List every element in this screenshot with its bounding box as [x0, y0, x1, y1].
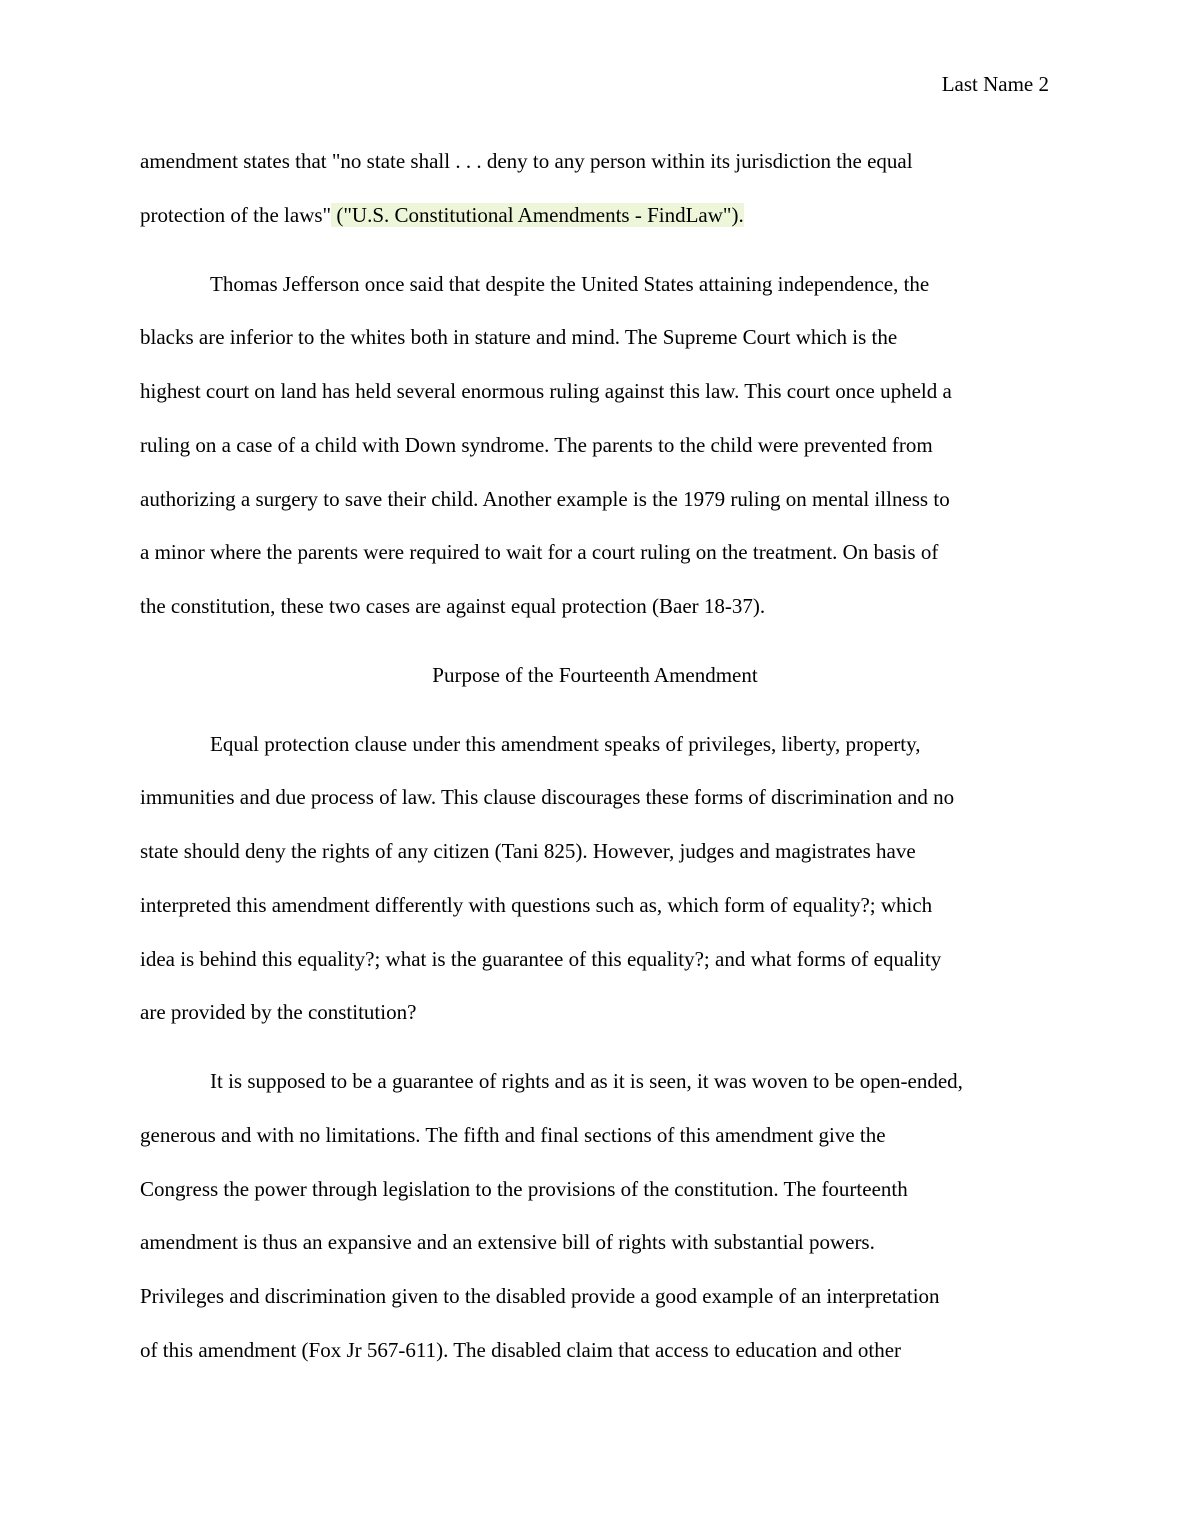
paragraph-line: authorizing a surgery to save their child. Another example is the 1979 ruling on mental illness to: [140, 486, 950, 511]
paragraph-guarantee: [140, 1055, 1050, 1378]
running-head: Last Name 2: [941, 72, 1049, 96]
citation-text: ("U.S. Constitutional Amendments - FindLaw").: [331, 202, 744, 227]
paragraph-line: [140, 189, 1050, 243]
section-heading: Purpose of the Fourteenth Amendment: [432, 662, 758, 687]
paragraph-line: highest court on land has held several enormous ruling against this law. This court once upheld a: [140, 379, 952, 403]
paragraph-line: amendment states that "no state shall . . . deny to any person within its jurisdiction the equal: [140, 149, 913, 173]
paragraph-equal-protection: [140, 718, 1050, 1041]
paragraph-line: of this amendment (Fox Jr 567-611). The disabled claim that access to education and other: [140, 1337, 902, 1362]
paragraph-jefferson: [140, 258, 1050, 634]
paragraph-line: state should deny the rights of any citizen (Tani 825). However, judges and magistrates have: [140, 839, 916, 863]
paragraph-line: It is supposed to be a guarantee of rights and as it is seen, it was woven to be open-ended,: [210, 1069, 963, 1093]
document-body: [140, 135, 1050, 1378]
paragraph-line: a minor where the parents were required to wait for a court ruling on the treatment. On basis of: [140, 540, 939, 565]
paragraph-continuation: [140, 135, 1050, 243]
paragraph-line: are provided by the constitution?: [140, 1000, 417, 1025]
paragraph-line: interpreted this amendment differently with questions such as, which form of equality?; which: [140, 892, 933, 917]
paragraph-line: Congress the power through legislation to the provisions of the constitution. The fourteenth: [140, 1176, 908, 1201]
quote-text: protection of the laws": [140, 202, 332, 227]
paragraph-line: blacks are inferior to the whites both in stature and mind. The Supreme Court which is the: [140, 325, 898, 350]
paragraph-line: generous and with no limitations. The fifth and final sections of this amendment give the: [140, 1122, 886, 1147]
paragraph-line: ruling on a case of a child with Down syndrome. The parents to the child were prevented from: [140, 432, 933, 457]
paragraph-line: the constitution, these two cases are against equal protection (Baer 18-37).: [140, 594, 766, 618]
paragraph-line: Privileges and discrimination given to the disabled provide a good example of an interpretation: [140, 1284, 940, 1308]
paragraph-line: Equal protection clause under this amendment speaks of privileges, liberty, property,: [210, 731, 921, 756]
paragraph-line: idea is behind this equality?; what is the guarantee of this equality?; and what forms of equality: [140, 946, 942, 971]
paragraph-line: amendment is thus an expansive and an extensive bill of rights with substantial powers.: [140, 1230, 875, 1255]
paragraph-line: Thomas Jefferson once said that despite the United States attaining independence, the: [210, 271, 930, 296]
paragraph-line: immunities and due process of law. This clause discourages these forms of discrimination and no: [140, 785, 955, 810]
